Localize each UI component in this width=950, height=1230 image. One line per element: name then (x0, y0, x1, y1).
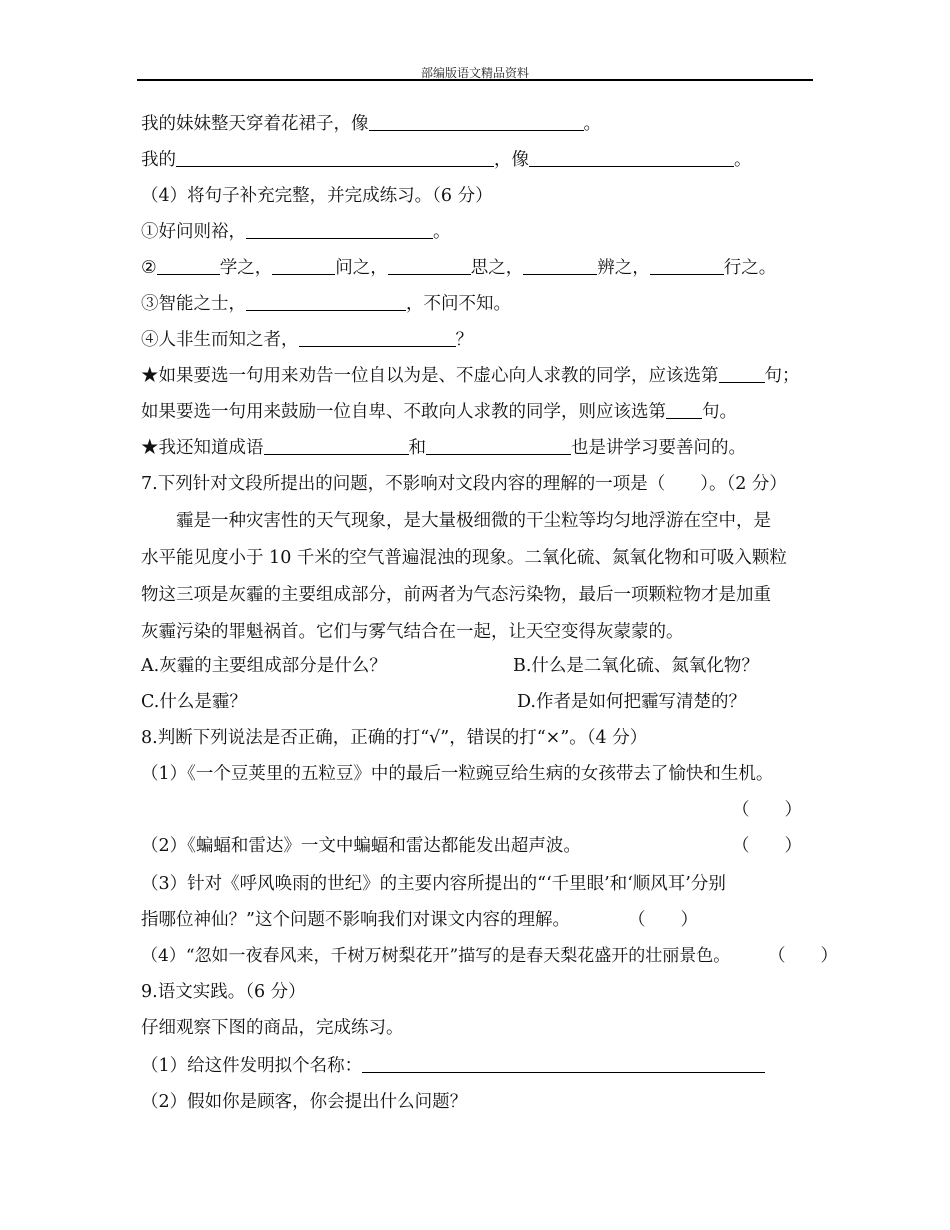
sentence-2-blank-2[interactable] (272, 257, 335, 275)
simile-2-prefix: 我的 (141, 150, 176, 170)
sentence-2-part-1: 学之， (219, 258, 273, 278)
simile-1-suffix: 。 (583, 114, 601, 134)
q7-paragraph-line-4: 灰霾污染的罪魁祸首。它们与雾气结合在一起，让天空变得灰蒙蒙的。 (141, 622, 684, 642)
q8-item-4-answer[interactable]: （ ） (768, 946, 838, 966)
sentence-3-suffix: ，不问不知。 (406, 294, 511, 314)
star-question-2 (141, 437, 746, 459)
q8-item-3-line-2: 指哪位神仙？”这个问题不影响我们对课文内容的理解。 (141, 910, 570, 930)
sentence-4-prefix: ④人非生而知之者， (141, 330, 299, 350)
page-header: 部编版语文精品资料 (420, 66, 529, 80)
q7-option-c[interactable]: C.什么是霾？ (141, 692, 247, 712)
sentence-3 (141, 293, 511, 315)
sentence-3-prefix: ③智能之士， (141, 294, 246, 314)
sentence-2 (141, 257, 776, 279)
sentence-1-suffix: 。 (433, 222, 451, 242)
q7-title: 7.下列针对文段所提出的问题，不影响对文段内容的理解的一项是（ ）。（2 分） (141, 474, 787, 494)
sentence-4-suffix: ？ (455, 330, 473, 350)
q9-item-1-blank[interactable] (362, 1055, 765, 1073)
q9-item-2: （2）假如你是顾客，你会提出什么问题？ (141, 1092, 468, 1112)
star-2-prefix: ★我还知道成语 (141, 438, 264, 458)
sentence-1 (141, 221, 451, 243)
q7-paragraph-line-1: 霾是一种灾害性的天气现象，是大量极细微的干尘粒等均匀地浮游在空中，是 (141, 511, 771, 531)
sentence-4 (141, 329, 473, 351)
q8-item-4: （4）“忽如一夜春风来，千树万树梨花开”描写的是春天梨花盛开的壮丽景色。 (141, 946, 731, 966)
q9-title: 9.语文实践。（6 分） (141, 982, 306, 1002)
simile-2-suffix: 。 (734, 150, 752, 170)
q8-item-3-answer[interactable]: （ ） (628, 910, 698, 930)
q8-item-2: （2）《蝙蝠和雷达》一文中蝙蝠和雷达都能发出超声波。 (141, 836, 581, 856)
star-question-1 (141, 365, 800, 387)
simile-2-mid: ，像 (494, 150, 529, 170)
sentence-2-blank-1[interactable] (157, 257, 220, 275)
star-1-cont-text: 如果要选一句用来鼓励一位自卑、不敢向人求教的同学，则应该选第 (141, 402, 666, 422)
q8-title: 8.判断下列说法是否正确，正确的打“√”，错误的打“×”。（4 分） (141, 728, 648, 748)
q7-option-a[interactable]: A.灰霾的主要组成部分是什么？ (141, 656, 387, 676)
q9-intro: 仔细观察下图的商品，完成练习。 (141, 1018, 404, 1038)
q7-paragraph-line-3: 物这三项是灰霾的主要组成部分，前两者为气态污染物，最后一项颗粒物才是加重 (141, 585, 771, 605)
star-2-blank-1[interactable] (264, 437, 409, 455)
star-2-mid: 和 (408, 438, 426, 458)
sentence-2-blank-4[interactable] (523, 257, 597, 275)
sentence-1-blank[interactable] (246, 221, 433, 239)
star-2-blank-2[interactable] (426, 437, 571, 455)
star-1-text: ★如果要选一句用来劝告一位自以为是、不虚心向人求教的同学，应该选第 (141, 366, 719, 386)
simile-2-blank-object[interactable] (529, 149, 734, 167)
sentence-1-prefix: ①好问则裕， (141, 222, 246, 242)
sentence-2-part-5: 行之。 (723, 258, 777, 278)
star-2-suffix: 也是讲学习要善问的。 (571, 438, 746, 458)
header-rule (137, 79, 813, 81)
q8-item-2-answer[interactable]: （ ） (732, 836, 802, 856)
simile-1-blank[interactable] (369, 113, 584, 131)
sentence-2-blank-5[interactable] (650, 257, 724, 275)
sentence-3-blank[interactable] (246, 293, 406, 311)
sentence-2-part-4: 辨之， (597, 258, 650, 278)
simile-2-blank-subject[interactable] (176, 149, 494, 167)
star-1-cont-suffix: 句。 (702, 402, 737, 422)
q4-title: （4）将句子补充完整，并完成练习。（6 分） (141, 186, 493, 206)
simile-1-prefix: 我的妹妹整天穿着花裙子，像 (141, 114, 369, 134)
q8-item-1-answer[interactable]: （ ） (732, 800, 802, 820)
q8-item-1: （1）《一个豆荚里的五粒豆》中的最后一粒豌豆给生病的女孩带去了愉快和生机。 (141, 764, 774, 784)
star-question-1-cont (141, 401, 737, 423)
q8-item-3-line-1: （3）针对《呼风唤雨的世纪》的主要内容所提出的“‘千里眼’和‘顺风耳’分别 (141, 874, 726, 894)
star-1-blank[interactable] (719, 365, 765, 383)
sentence-4-blank[interactable] (299, 329, 456, 347)
sentence-2-prefix: ② (141, 258, 157, 278)
simile-line-2 (141, 149, 752, 171)
sentence-2-part-3: 思之， (470, 258, 524, 278)
q9-item-1 (141, 1055, 765, 1077)
q7-option-b[interactable]: B.什么是二氧化硫、氮氧化物？ (513, 656, 759, 676)
q7-paragraph-line-2: 水平能见度小于 10 千米的空气普遍混浊的现象。二氧化硫、氮氧化物和可吸入颗粒 (141, 548, 787, 568)
simile-line-1 (141, 113, 601, 135)
q7-option-d[interactable]: D.作者是如何把霾写清楚的？ (517, 692, 746, 712)
sentence-2-blank-3[interactable] (388, 257, 471, 275)
star-1-suffix: 句； (764, 366, 800, 386)
q9-item-1-text: （1）给这件发明拟个名称： (141, 1056, 363, 1076)
sentence-2-part-2: 问之， (335, 258, 388, 278)
star-1-cont-blank[interactable] (666, 401, 702, 419)
